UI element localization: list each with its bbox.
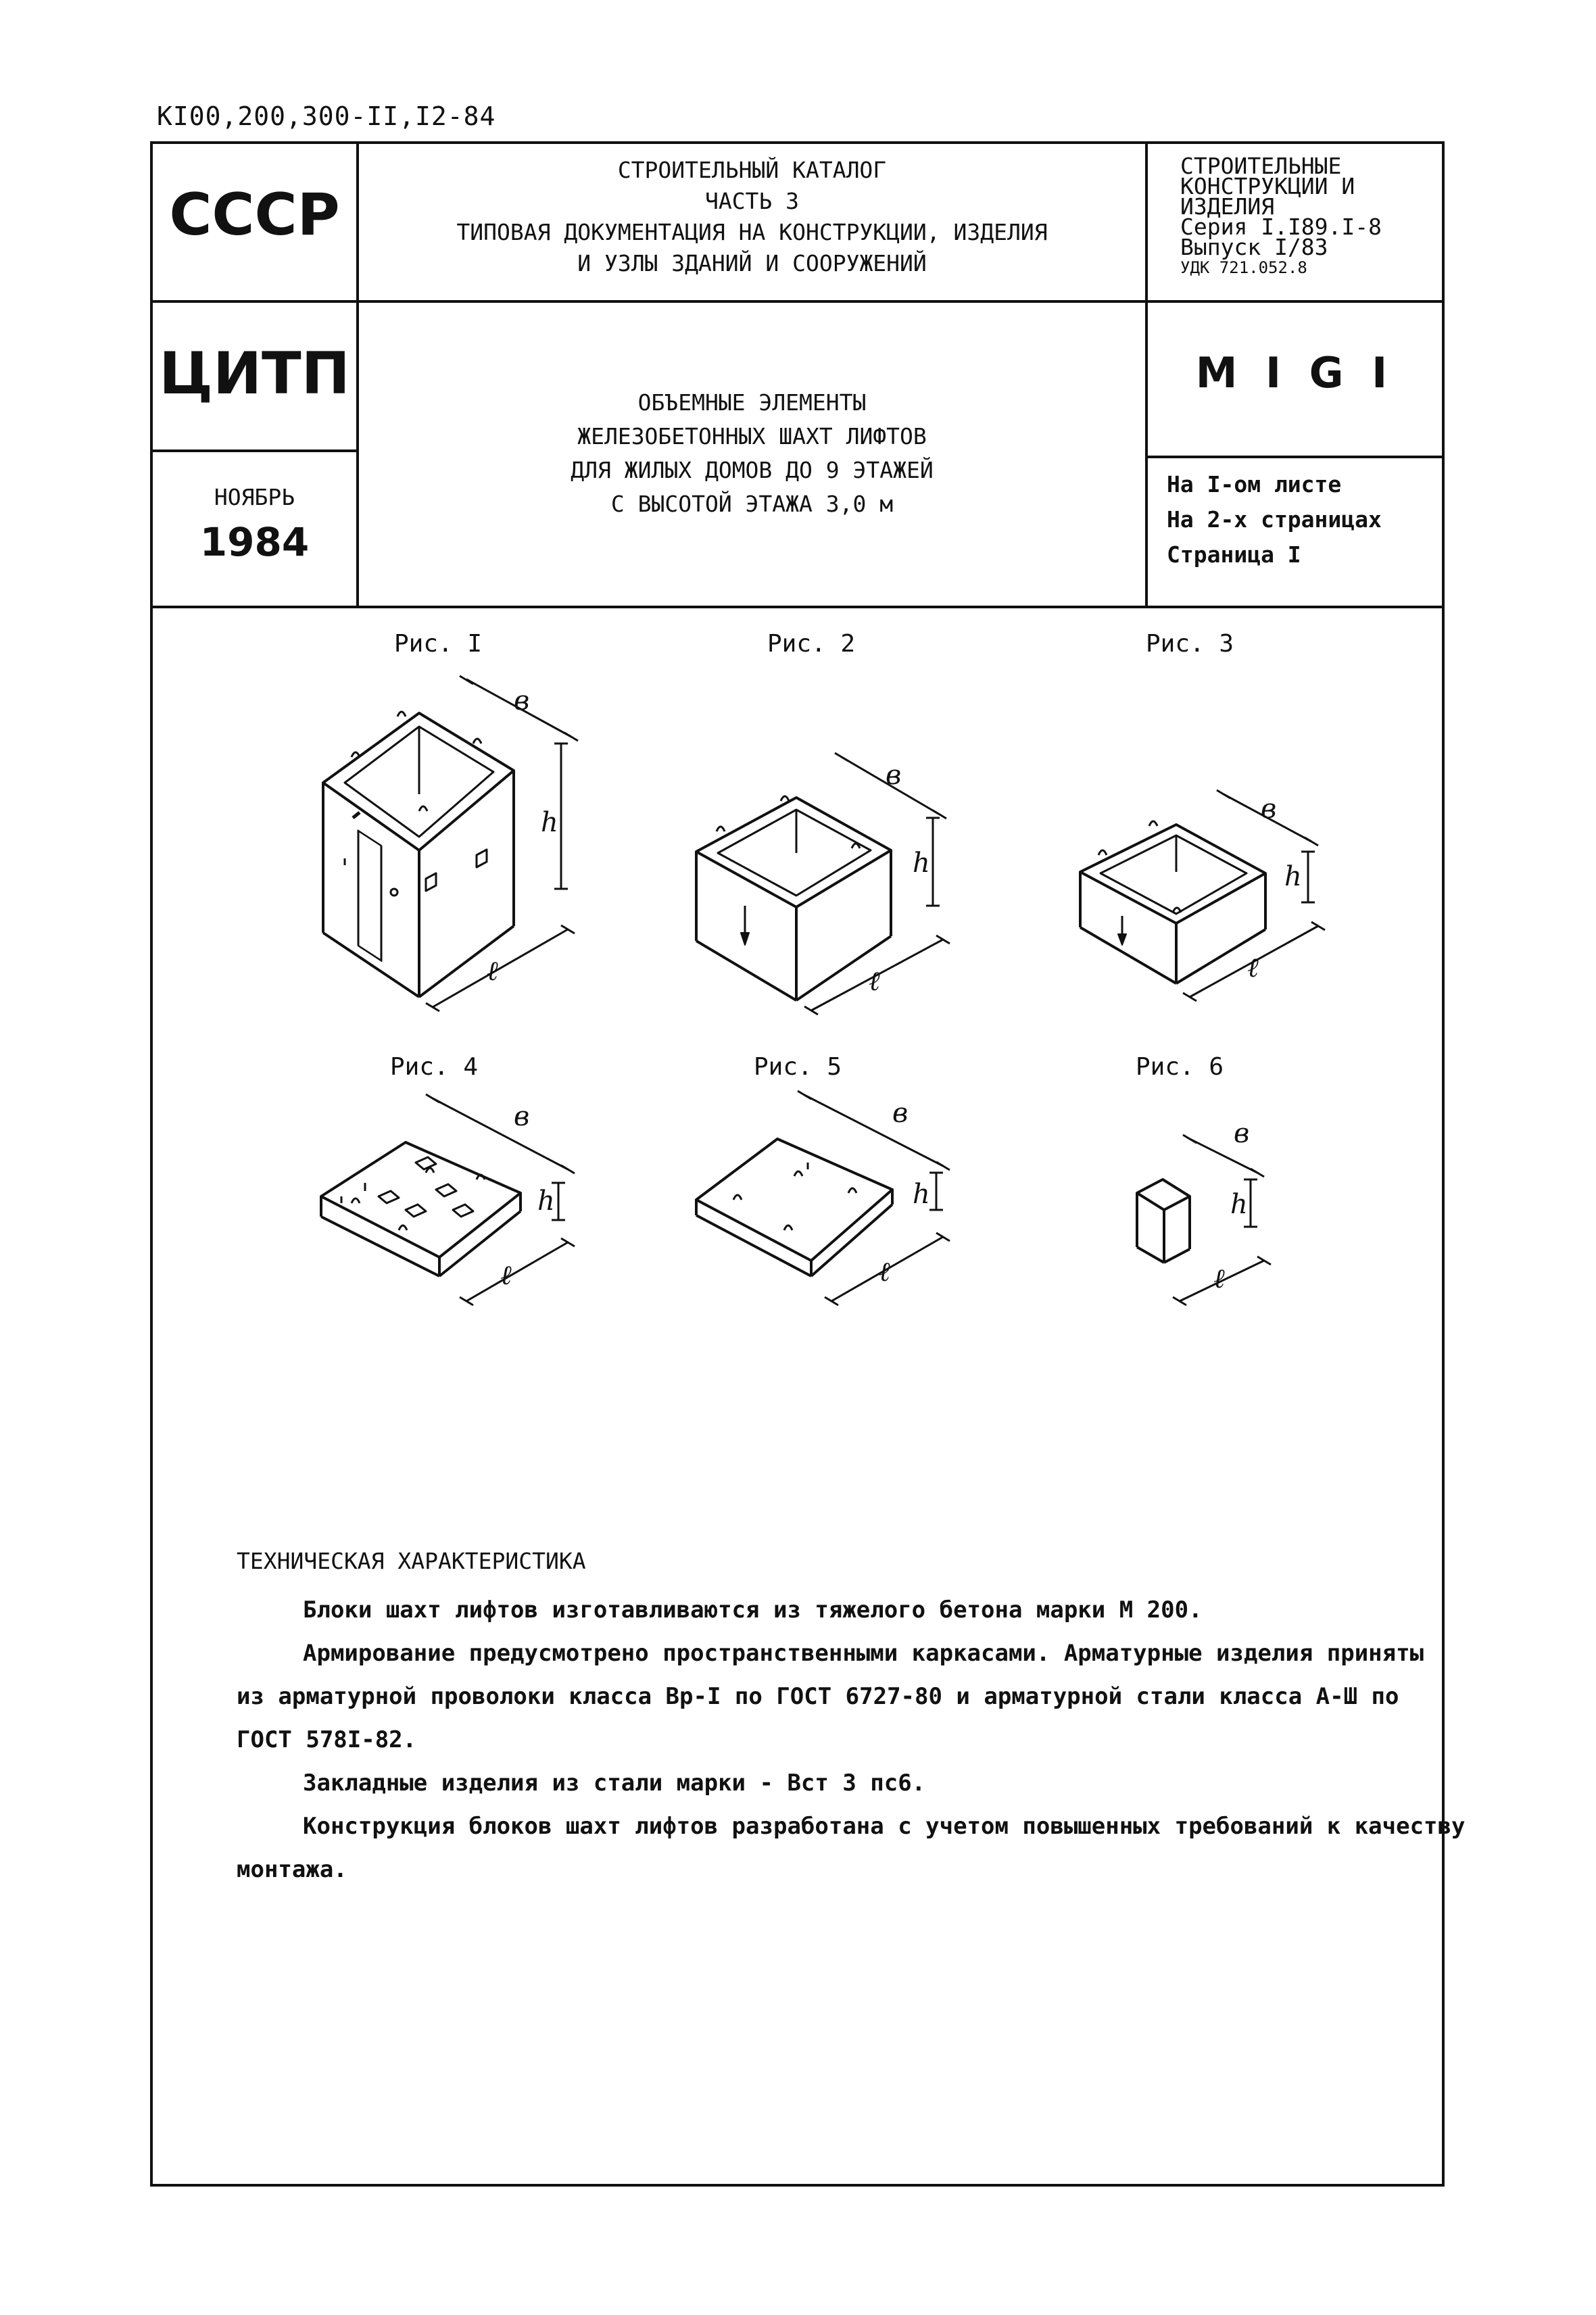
dim-label-h: h [913, 1179, 930, 1210]
figure-label-5: Рис. 5 [753, 1053, 842, 1081]
document-code: КI00,200,300-II,I2-84 [157, 101, 496, 131]
tech-paragraph: Закладные изделия из стали марки - Вст 3 пс6. [303, 1770, 926, 1797]
tech-paragraph: Блоки шахт лифтов изготавливаются из тяжелого бетона марки М 200. [303, 1597, 1203, 1624]
country-label: СССР [169, 181, 340, 249]
figure-3-short-block [1080, 821, 1265, 983]
section-line: СТРОИТЕЛЬНЫЕ [1180, 153, 1342, 179]
dim-label-b: в [886, 760, 902, 791]
tech-paragraph: Конструкция блоков шахт лифтов разработана с учетом повышенных требований к качеству [303, 1813, 1466, 1840]
figure-2-medium-block [696, 796, 891, 1000]
dim-label-b: в [1234, 1118, 1250, 1149]
catalog-line: ЧАСТЬ 3 [704, 188, 800, 214]
dim-label-l: ℓ [1213, 1263, 1225, 1294]
figure-label-3: Рис. 3 [1145, 630, 1234, 658]
dim-label-h: h [1284, 861, 1302, 892]
title-line: ЖЕЛЕЗОБЕТОННЫХ ШАХТ ЛИФТОВ [577, 423, 927, 449]
page-line: Страница I [1167, 541, 1301, 568]
dim-label-l: ℓ [1247, 952, 1259, 983]
catalog-line: ТИПОВАЯ ДОКУМЕНТАЦИЯ НА КОНСТРУКЦИИ, ИЗДЕЛИЯ [456, 219, 1048, 245]
figure-label-1: Рис. I [393, 630, 483, 658]
title-line: ДЛЯ ЖИЛЫХ ДОМОВ ДО 9 ЭТАЖЕЙ [571, 457, 934, 483]
figure-label-4: Рис. 4 [389, 1053, 479, 1081]
sheet-line: На I-ом листе [1167, 471, 1342, 497]
sheet-line: На 2-х страницах [1167, 506, 1382, 533]
section-line: КОНСТРУКЦИИ И [1180, 173, 1355, 199]
dim-label-l: ℓ [879, 1257, 890, 1288]
dim-label-h: h [1230, 1189, 1248, 1220]
dim-label-l: ℓ [487, 956, 498, 987]
series-number: Серия I.I89.I-8 [1180, 214, 1382, 240]
dim-label-b: в [892, 1098, 909, 1129]
tech-section-title: ТЕХНИЧЕСКАЯ ХАРАКТЕРИСТИКА [237, 1548, 586, 1574]
dim-label-b: в [514, 1101, 530, 1132]
document-id: М I G I [1195, 348, 1395, 397]
tech-paragraph: Армирование предусмотрено пространственными каркасами. Арматурные изделия приняты [303, 1640, 1424, 1667]
tech-paragraph: из арматурной проволоки класса Вр-I по ГОСТ 6727-80 и арматурной стали класса А-Ш по [237, 1683, 1399, 1710]
figure-1-tall-shaft-block [323, 712, 514, 997]
tech-paragraph: ГОСТ 578I-82. [237, 1726, 417, 1753]
figure-6-small-cube [1137, 1179, 1190, 1263]
catalog-line: И УЗЛЫ ЗДАНИЙ И СООРУЖЕНИЙ [577, 250, 927, 276]
title-line: С ВЫСОТОЙ ЭТАЖА 3,0 м [610, 491, 894, 517]
figure-4-slab-with-openings [321, 1142, 521, 1276]
dim-label-h: h [537, 1186, 555, 1217]
issue-number: Выпуск I/83 [1180, 234, 1328, 260]
tech-paragraph: монтажа. [237, 1856, 347, 1883]
figure-label-6: Рис. 6 [1135, 1053, 1224, 1081]
month-label: НОЯБРЬ [214, 484, 295, 510]
title-line: ОБЪЕМНЫЕ ЭЛЕМЕНТЫ [637, 389, 867, 416]
dim-label-b: в [514, 685, 530, 716]
dim-label-l: ℓ [500, 1260, 512, 1291]
publisher-label: ЦИТП [159, 340, 350, 408]
dim-label-h: h [913, 848, 930, 879]
year-label: 1984 [199, 519, 310, 565]
figure-5-plain-slab [696, 1139, 892, 1276]
dim-label-l: ℓ [869, 966, 880, 997]
dim-label-h: h [541, 807, 558, 838]
section-line: ИЗДЕЛИЯ [1180, 193, 1275, 220]
catalog-line: СТРОИТЕЛЬНЫЙ КАТАЛОГ [617, 157, 887, 183]
udc-code: УДК 721.052.8 [1180, 258, 1307, 277]
figure-label-2: Рис. 2 [767, 630, 856, 658]
dim-label-b: в [1261, 794, 1277, 825]
